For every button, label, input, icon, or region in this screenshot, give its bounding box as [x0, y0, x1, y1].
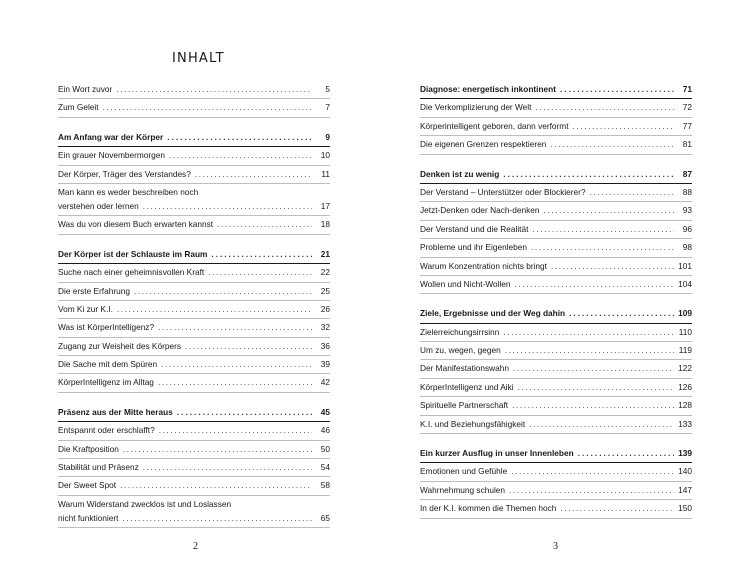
toc-entry-title: Entspannt oder erschlafft? — [58, 425, 155, 436]
dot-leader — [543, 203, 674, 217]
toc-page-number: 54 — [320, 462, 330, 473]
toc-entry-title: Vom Ki zur K.I. — [58, 303, 113, 314]
toc-entry-title: Der Verstand und die Realität — [420, 223, 529, 234]
dot-leader — [208, 265, 312, 279]
toc-entry — [420, 398, 692, 416]
dot-leader — [513, 361, 674, 375]
toc-page-number: 11 — [321, 168, 330, 179]
toc-entry-title: Jetzt-Denken oder Nach-denken — [420, 205, 540, 216]
toc-entry-title: Der Körper ist der Schlauste im Raum — [58, 248, 208, 259]
toc-page-number: 10 — [320, 150, 330, 161]
toc-page-number: 65 — [320, 512, 330, 523]
dot-leader — [578, 446, 674, 460]
toc-page-number: 98 — [682, 242, 692, 253]
toc-entry — [420, 417, 692, 435]
toc-page-number: 9 — [325, 131, 330, 142]
toc-chapter-heading — [420, 167, 692, 185]
dot-leader — [120, 478, 312, 492]
toc-page-number: 101 — [678, 260, 692, 271]
dot-leader — [511, 464, 674, 478]
dot-leader — [116, 82, 312, 96]
toc-entry — [420, 203, 692, 221]
toc-entry — [420, 222, 692, 240]
toc-entry — [420, 501, 692, 519]
toc-entry-title: Ein grauer Novembermorgen — [58, 150, 165, 161]
toc-entry-title: Zielerreichungsirrsinn — [420, 326, 500, 337]
toc-entry-title: Man kann es weder beschreiben noch — [58, 186, 199, 197]
dot-leader — [560, 501, 674, 515]
toc-page-number: 119 — [678, 345, 692, 356]
dot-leader — [185, 339, 312, 353]
toc-entry-title: Was ist KörperIntelligenz? — [58, 322, 155, 333]
toc-entry-title: Ein Wort zuvor — [58, 84, 113, 94]
toc-page-number: 42 — [320, 377, 330, 388]
toc-entry — [58, 320, 330, 338]
toc-page-number: 133 — [678, 418, 692, 429]
toc-entry-title: Der Körper, Träger des Verstandes? — [58, 168, 191, 179]
toc-page-number: 87 — [682, 168, 692, 179]
toc-entry-title: Die erste Erfahrung — [58, 285, 130, 296]
toc-entry-title: Ziele, Ergebnisse und der Weg dahin — [420, 308, 566, 319]
toc-page-number: 140 — [678, 466, 692, 477]
dot-leader — [560, 82, 674, 96]
toc-page-number: 22 — [320, 267, 330, 278]
toc-entry-title: Wahrnehmung schulen — [420, 484, 506, 495]
section-gap — [420, 295, 692, 306]
toc-chapter-heading — [58, 130, 330, 148]
dot-leader — [503, 167, 674, 181]
dot-leader — [529, 417, 674, 431]
page-number-left: 2 — [193, 541, 198, 552]
toc-entry-title: Warum Widerstand zwecklos ist und Loslassen — [58, 498, 232, 509]
toc-entry-title: Zugang zur Weisheit des Körpers — [58, 340, 181, 351]
toc-chapter-heading — [420, 306, 692, 324]
toc-entry — [58, 442, 330, 460]
toc-entry — [420, 325, 692, 343]
toc-page-number: 126 — [678, 381, 692, 392]
dot-leader — [217, 217, 312, 231]
toc-entry — [58, 265, 330, 283]
dot-leader — [195, 167, 312, 181]
toc-entry — [420, 100, 692, 118]
section-gap — [420, 435, 692, 446]
toc-entry-title: Diagnose: energetisch inkontinent — [420, 84, 556, 94]
toc-entry — [58, 497, 330, 529]
toc-page-number: 71 — [682, 84, 692, 94]
dot-leader — [518, 380, 674, 394]
toc-entry — [420, 240, 692, 258]
toc-page-number: 77 — [682, 120, 692, 131]
toc-entry-title: Emotionen und Gefühle — [420, 466, 508, 477]
dot-leader — [143, 460, 312, 474]
toc-entry — [420, 119, 692, 137]
toc-entry — [420, 343, 692, 361]
toc-entry-title: Was du von diesem Buch erwarten kannst — [58, 219, 214, 230]
dot-leader — [211, 247, 312, 261]
toc-entry-title: Am Anfang war der Körper — [58, 131, 164, 142]
toc-entry — [58, 357, 330, 375]
toc-page-number: 50 — [320, 443, 330, 454]
toc-page-number: 45 — [320, 406, 330, 417]
toc-entry-title: Der Manifestationswahn — [420, 363, 510, 374]
toc-list-left — [58, 82, 330, 529]
dot-leader — [573, 119, 674, 133]
toc-page-number: 88 — [682, 186, 692, 197]
toc-entry — [58, 167, 330, 185]
toc-list-right — [420, 82, 692, 520]
dot-leader — [103, 100, 312, 114]
toc-entry-title-continued: verstehen oder lernen — [58, 200, 139, 211]
toc-page-number: 122 — [678, 363, 692, 374]
toc-entry — [420, 361, 692, 379]
dot-leader — [123, 442, 312, 456]
toc-entry — [58, 375, 330, 393]
dot-leader — [535, 100, 674, 114]
section-gap — [58, 236, 330, 247]
toc-page-number: 17 — [320, 200, 330, 211]
toc-entry — [58, 460, 330, 478]
dot-leader — [134, 284, 312, 298]
toc-entry — [420, 277, 692, 295]
dot-leader — [167, 130, 312, 144]
toc-entry-title: Die eigenen Grenzen respektieren — [420, 139, 547, 150]
toc-entry — [58, 82, 330, 100]
toc-page-number: 32 — [320, 322, 330, 333]
toc-entry — [58, 339, 330, 357]
toc-page-number: 46 — [320, 425, 330, 436]
toc-entry-title: Stabilität und Präsenz — [58, 462, 139, 473]
dot-leader — [117, 302, 312, 316]
toc-page-number: 25 — [320, 285, 330, 296]
toc-entry — [58, 185, 330, 217]
toc-page-number: 5 — [325, 84, 330, 94]
page-number-right: 3 — [553, 541, 558, 552]
toc-page-number: 147 — [678, 484, 692, 495]
dot-leader — [551, 259, 674, 273]
toc-entry — [58, 284, 330, 302]
toc-entry-title: Die Kraftposition — [58, 443, 119, 454]
toc-page-number: 39 — [320, 359, 330, 370]
toc-entry-title: KörperIntelligenz und Aiki — [420, 381, 514, 392]
toc-page-number: 72 — [682, 102, 692, 113]
dot-leader — [512, 398, 674, 412]
dot-leader — [122, 511, 312, 525]
toc-entry — [420, 380, 692, 398]
toc-page-number: 150 — [678, 503, 692, 514]
toc-entry — [420, 259, 692, 277]
toc-page-number: 93 — [682, 205, 692, 216]
dot-leader — [531, 240, 674, 254]
dot-leader — [161, 357, 312, 371]
toc-entry-title: Probleme und ihr Eigenleben — [420, 242, 528, 253]
toc-entry — [420, 483, 692, 501]
toc-entry-title: Denken ist zu wenig — [420, 168, 500, 179]
toc-entry — [58, 217, 330, 235]
toc-entry-title: Spirituelle Partnerschaft — [420, 400, 509, 411]
toc-page-number: 109 — [678, 308, 692, 319]
dot-leader — [169, 148, 312, 162]
toc-page-number: 26 — [320, 303, 330, 314]
toc-page-number: 58 — [320, 480, 330, 491]
toc-entry-title: Suche nach einer geheimnisvollen Kraft — [58, 267, 205, 278]
dot-leader — [143, 199, 312, 213]
dot-leader — [505, 343, 674, 357]
toc-entry-title: KörperIntelligenz im Alltag — [58, 377, 154, 388]
toc-entry-title: Der Verstand – Unterstützer oder Blockierer? — [420, 186, 586, 197]
dot-leader — [532, 222, 674, 236]
toc-entry-title: Der Sweet Spot — [58, 480, 117, 491]
toc-page-number: 21 — [320, 248, 330, 259]
toc-entry — [420, 185, 692, 203]
toc-entry-title: Zum Geleit — [58, 102, 99, 113]
section-gap — [420, 156, 692, 167]
toc-chapter-heading — [58, 247, 330, 265]
toc-entry — [420, 137, 692, 155]
dot-leader — [158, 375, 312, 389]
toc-chapter-heading — [420, 446, 692, 464]
dot-leader — [550, 137, 674, 151]
toc-page-number: 36 — [320, 340, 330, 351]
toc-entry-title: In der K.I. kommen die Themen hoch — [420, 503, 557, 514]
toc-chapter-heading — [58, 405, 330, 423]
toc-page-number: 7 — [325, 102, 330, 113]
toc-entry-title: Präsenz aus der Mitte heraus — [58, 406, 173, 417]
dot-leader — [177, 405, 312, 419]
toc-page-number: 18 — [320, 219, 330, 230]
toc-entry-title-continued: nicht funktioniert — [58, 512, 119, 523]
toc-entry-title: Die Sache mit dem Spüren — [58, 359, 158, 370]
toc-entry-title: Warum Konzentration nichts bringt — [420, 260, 547, 271]
toc-page-number: 128 — [678, 400, 692, 411]
dot-leader — [159, 423, 312, 437]
toc-title: INHALT — [172, 51, 225, 66]
toc-page-number: 104 — [678, 278, 692, 289]
toc-entry — [58, 423, 330, 441]
toc-chapter-heading — [420, 82, 692, 100]
toc-entry — [58, 148, 330, 166]
toc-page-number: 81 — [682, 139, 692, 150]
toc-entry — [58, 302, 330, 320]
right-page — [375, 0, 750, 583]
section-gap — [58, 119, 330, 130]
dot-leader — [503, 325, 674, 339]
section-gap — [58, 394, 330, 405]
dot-leader — [509, 483, 674, 497]
dot-leader — [569, 306, 674, 320]
toc-page-number: 139 — [678, 448, 692, 459]
toc-entry-title: Körperintelligent geboren, dann verformt — [420, 120, 569, 131]
toc-entry-title: Ein kurzer Ausflug in unser Innenleben — [420, 448, 574, 459]
dot-leader — [515, 277, 674, 291]
toc-entry-title: Wollen und Nicht-Wollen — [420, 278, 511, 289]
toc-entry — [58, 478, 330, 496]
toc-entry-title: Um zu, wegen, gegen — [420, 345, 501, 356]
toc-page-number: 110 — [678, 326, 692, 337]
toc-entry-title: Die Verkomplizierung der Welt — [420, 102, 532, 113]
toc-entry — [420, 464, 692, 482]
toc-page-number: 96 — [682, 223, 692, 234]
dot-leader — [158, 320, 312, 334]
toc-entry — [58, 100, 330, 118]
dot-leader — [590, 185, 674, 199]
toc-entry-title: K.I. und Beziehungsfähigkeit — [420, 418, 526, 429]
